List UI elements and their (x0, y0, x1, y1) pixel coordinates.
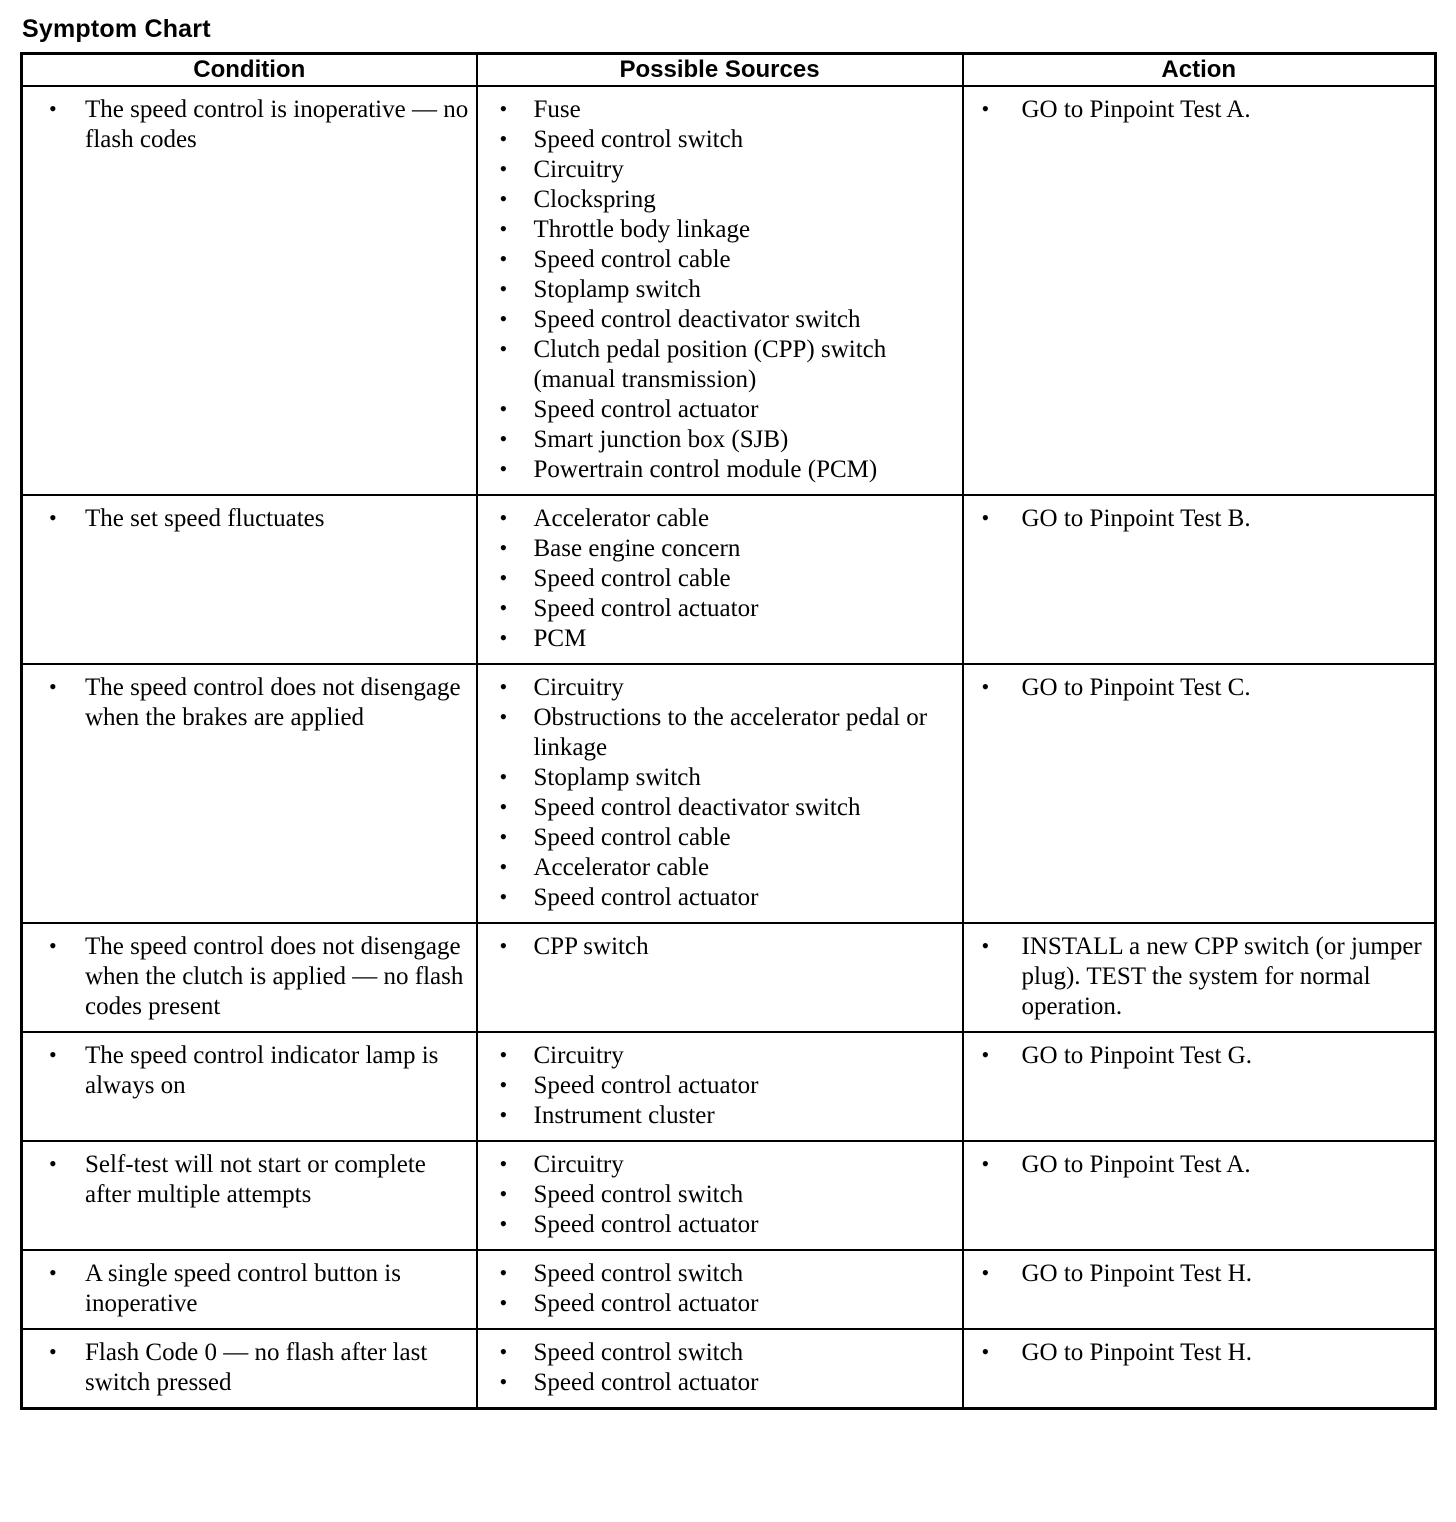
action-list (964, 1033, 1435, 1080)
cell-action (963, 1141, 1436, 1250)
table-body (22, 86, 1436, 1409)
sources-item: • Speed control actuator (478, 1071, 956, 1101)
sources-item: • Base engine concern (478, 534, 956, 564)
column-header-action: Action (963, 54, 1436, 87)
cell-sources (477, 923, 963, 1032)
condition-item: • The speed control indicator lamp is always on (23, 1041, 470, 1101)
sources-item: • Speed control cable (478, 823, 956, 853)
cell-sources (477, 86, 963, 495)
cell-action (963, 86, 1436, 495)
sources-list (478, 1251, 962, 1328)
action-item: • GO to Pinpoint Test H. (964, 1259, 1429, 1289)
sources-list (478, 1330, 962, 1407)
action-list (964, 1142, 1435, 1189)
sources-item: • Speed control switch (478, 1259, 956, 1289)
sources-item: • Speed control actuator (478, 883, 956, 913)
table-header (22, 54, 1436, 87)
condition-item: • The speed control does not disengage when the clutch is applied — no flash codes present (23, 932, 470, 1022)
cell-sources (477, 1329, 963, 1409)
cell-sources (477, 1250, 963, 1329)
cell-sources (477, 1032, 963, 1141)
condition-list (23, 1033, 476, 1110)
action-item: • GO to Pinpoint Test H. (964, 1338, 1429, 1368)
sources-item: • Clockspring (478, 185, 956, 215)
condition-item: • The speed control is inoperative — no flash codes (23, 95, 470, 155)
sources-item: • Speed control actuator (478, 594, 956, 624)
cell-sources (477, 1141, 963, 1250)
condition-item: • A single speed control button is inoperative (23, 1259, 470, 1319)
sources-item: • Speed control cable (478, 245, 956, 275)
condition-list (23, 665, 476, 742)
condition-list (23, 1142, 476, 1219)
cell-condition (22, 1250, 477, 1329)
condition-list (23, 1251, 476, 1328)
sources-list (478, 87, 962, 494)
table-row (22, 923, 1436, 1032)
action-list (964, 924, 1435, 1031)
table-header-row (22, 54, 1436, 87)
cell-condition (22, 923, 477, 1032)
table-row (22, 86, 1436, 495)
table-row (22, 1141, 1436, 1250)
action-item: • GO to Pinpoint Test A. (964, 1150, 1429, 1180)
sources-item: • Speed control switch (478, 125, 956, 155)
sources-list (478, 924, 962, 971)
sources-list (478, 1033, 962, 1140)
condition-list (23, 87, 476, 164)
sources-list (478, 665, 962, 922)
sources-item: • Smart junction box (SJB) (478, 425, 956, 455)
cell-action (963, 923, 1436, 1032)
cell-condition (22, 1032, 477, 1141)
condition-item: • The speed control does not disengage when the brakes are applied (23, 673, 470, 733)
cell-action (963, 495, 1436, 664)
sources-item: • Speed control actuator (478, 1210, 956, 1240)
sources-item: • Clutch pedal position (CPP) switch (manual transmission) (478, 335, 956, 395)
action-item: • GO to Pinpoint Test G. (964, 1041, 1429, 1071)
sources-item: • Throttle body linkage (478, 215, 956, 245)
action-list (964, 1251, 1435, 1298)
sources-item: • Circuitry (478, 155, 956, 185)
cell-sources (477, 664, 963, 923)
table-row (22, 1032, 1436, 1141)
action-list (964, 1330, 1435, 1377)
symptom-chart-table (20, 52, 1437, 1410)
action-item: • GO to Pinpoint Test A. (964, 95, 1429, 125)
sources-item: • Circuitry (478, 1150, 956, 1180)
sources-item: • Speed control cable (478, 564, 956, 594)
cell-sources (477, 495, 963, 664)
cell-action (963, 664, 1436, 923)
condition-list (23, 496, 476, 543)
sources-item: • Accelerator cable (478, 853, 956, 883)
sources-item: • Speed control actuator (478, 1368, 956, 1398)
sources-item: • Stoplamp switch (478, 763, 956, 793)
cell-action (963, 1250, 1436, 1329)
page-title: Symptom Chart (22, 15, 211, 43)
sources-item: • Instrument cluster (478, 1101, 956, 1131)
sources-item: • Fuse (478, 95, 956, 125)
sources-item: • Obstructions to the accelerator pedal or linkage (478, 703, 956, 763)
cell-condition (22, 1141, 477, 1250)
action-item: • INSTALL a new CPP switch (or jumper plug). TEST the system for normal operation. (964, 932, 1429, 1022)
action-list (964, 496, 1435, 543)
sources-item: • Circuitry (478, 673, 956, 703)
sources-item: • Speed control switch (478, 1338, 956, 1368)
sources-item: • CPP switch (478, 932, 956, 962)
cell-condition (22, 1329, 477, 1409)
condition-list (23, 1330, 476, 1407)
condition-item: • Self-test will not start or complete after multiple attempts (23, 1150, 470, 1210)
sources-item: • Circuitry (478, 1041, 956, 1071)
sources-item: • Speed control deactivator switch (478, 305, 956, 335)
cell-action (963, 1032, 1436, 1141)
cell-condition (22, 495, 477, 664)
condition-item: • Flash Code 0 — no flash after last switch pressed (23, 1338, 470, 1398)
sources-item: • Stoplamp switch (478, 275, 956, 305)
sources-list (478, 1142, 962, 1249)
table-row (22, 1250, 1436, 1329)
sources-item: • Speed control switch (478, 1180, 956, 1210)
cell-condition (22, 86, 477, 495)
table-row (22, 1329, 1436, 1409)
sources-item: • Speed control actuator (478, 1289, 956, 1319)
sources-list (478, 496, 962, 663)
action-list (964, 665, 1435, 712)
condition-item: • The set speed fluctuates (23, 504, 470, 534)
action-item: • GO to Pinpoint Test B. (964, 504, 1429, 534)
column-header-condition: Condition (22, 54, 477, 87)
sources-item: • PCM (478, 624, 956, 654)
sources-item: • Powertrain control module (PCM) (478, 455, 956, 485)
sources-item: • Speed control deactivator switch (478, 793, 956, 823)
column-header-possible-sources: Possible Sources (477, 54, 963, 87)
sources-item: • Speed control actuator (478, 395, 956, 425)
cell-condition (22, 664, 477, 923)
condition-list (23, 924, 476, 1031)
cell-action (963, 1329, 1436, 1409)
table-row (22, 664, 1436, 923)
action-list (964, 87, 1435, 134)
table-row (22, 495, 1436, 664)
sources-item: • Accelerator cable (478, 504, 956, 534)
action-item: • GO to Pinpoint Test C. (964, 673, 1429, 703)
